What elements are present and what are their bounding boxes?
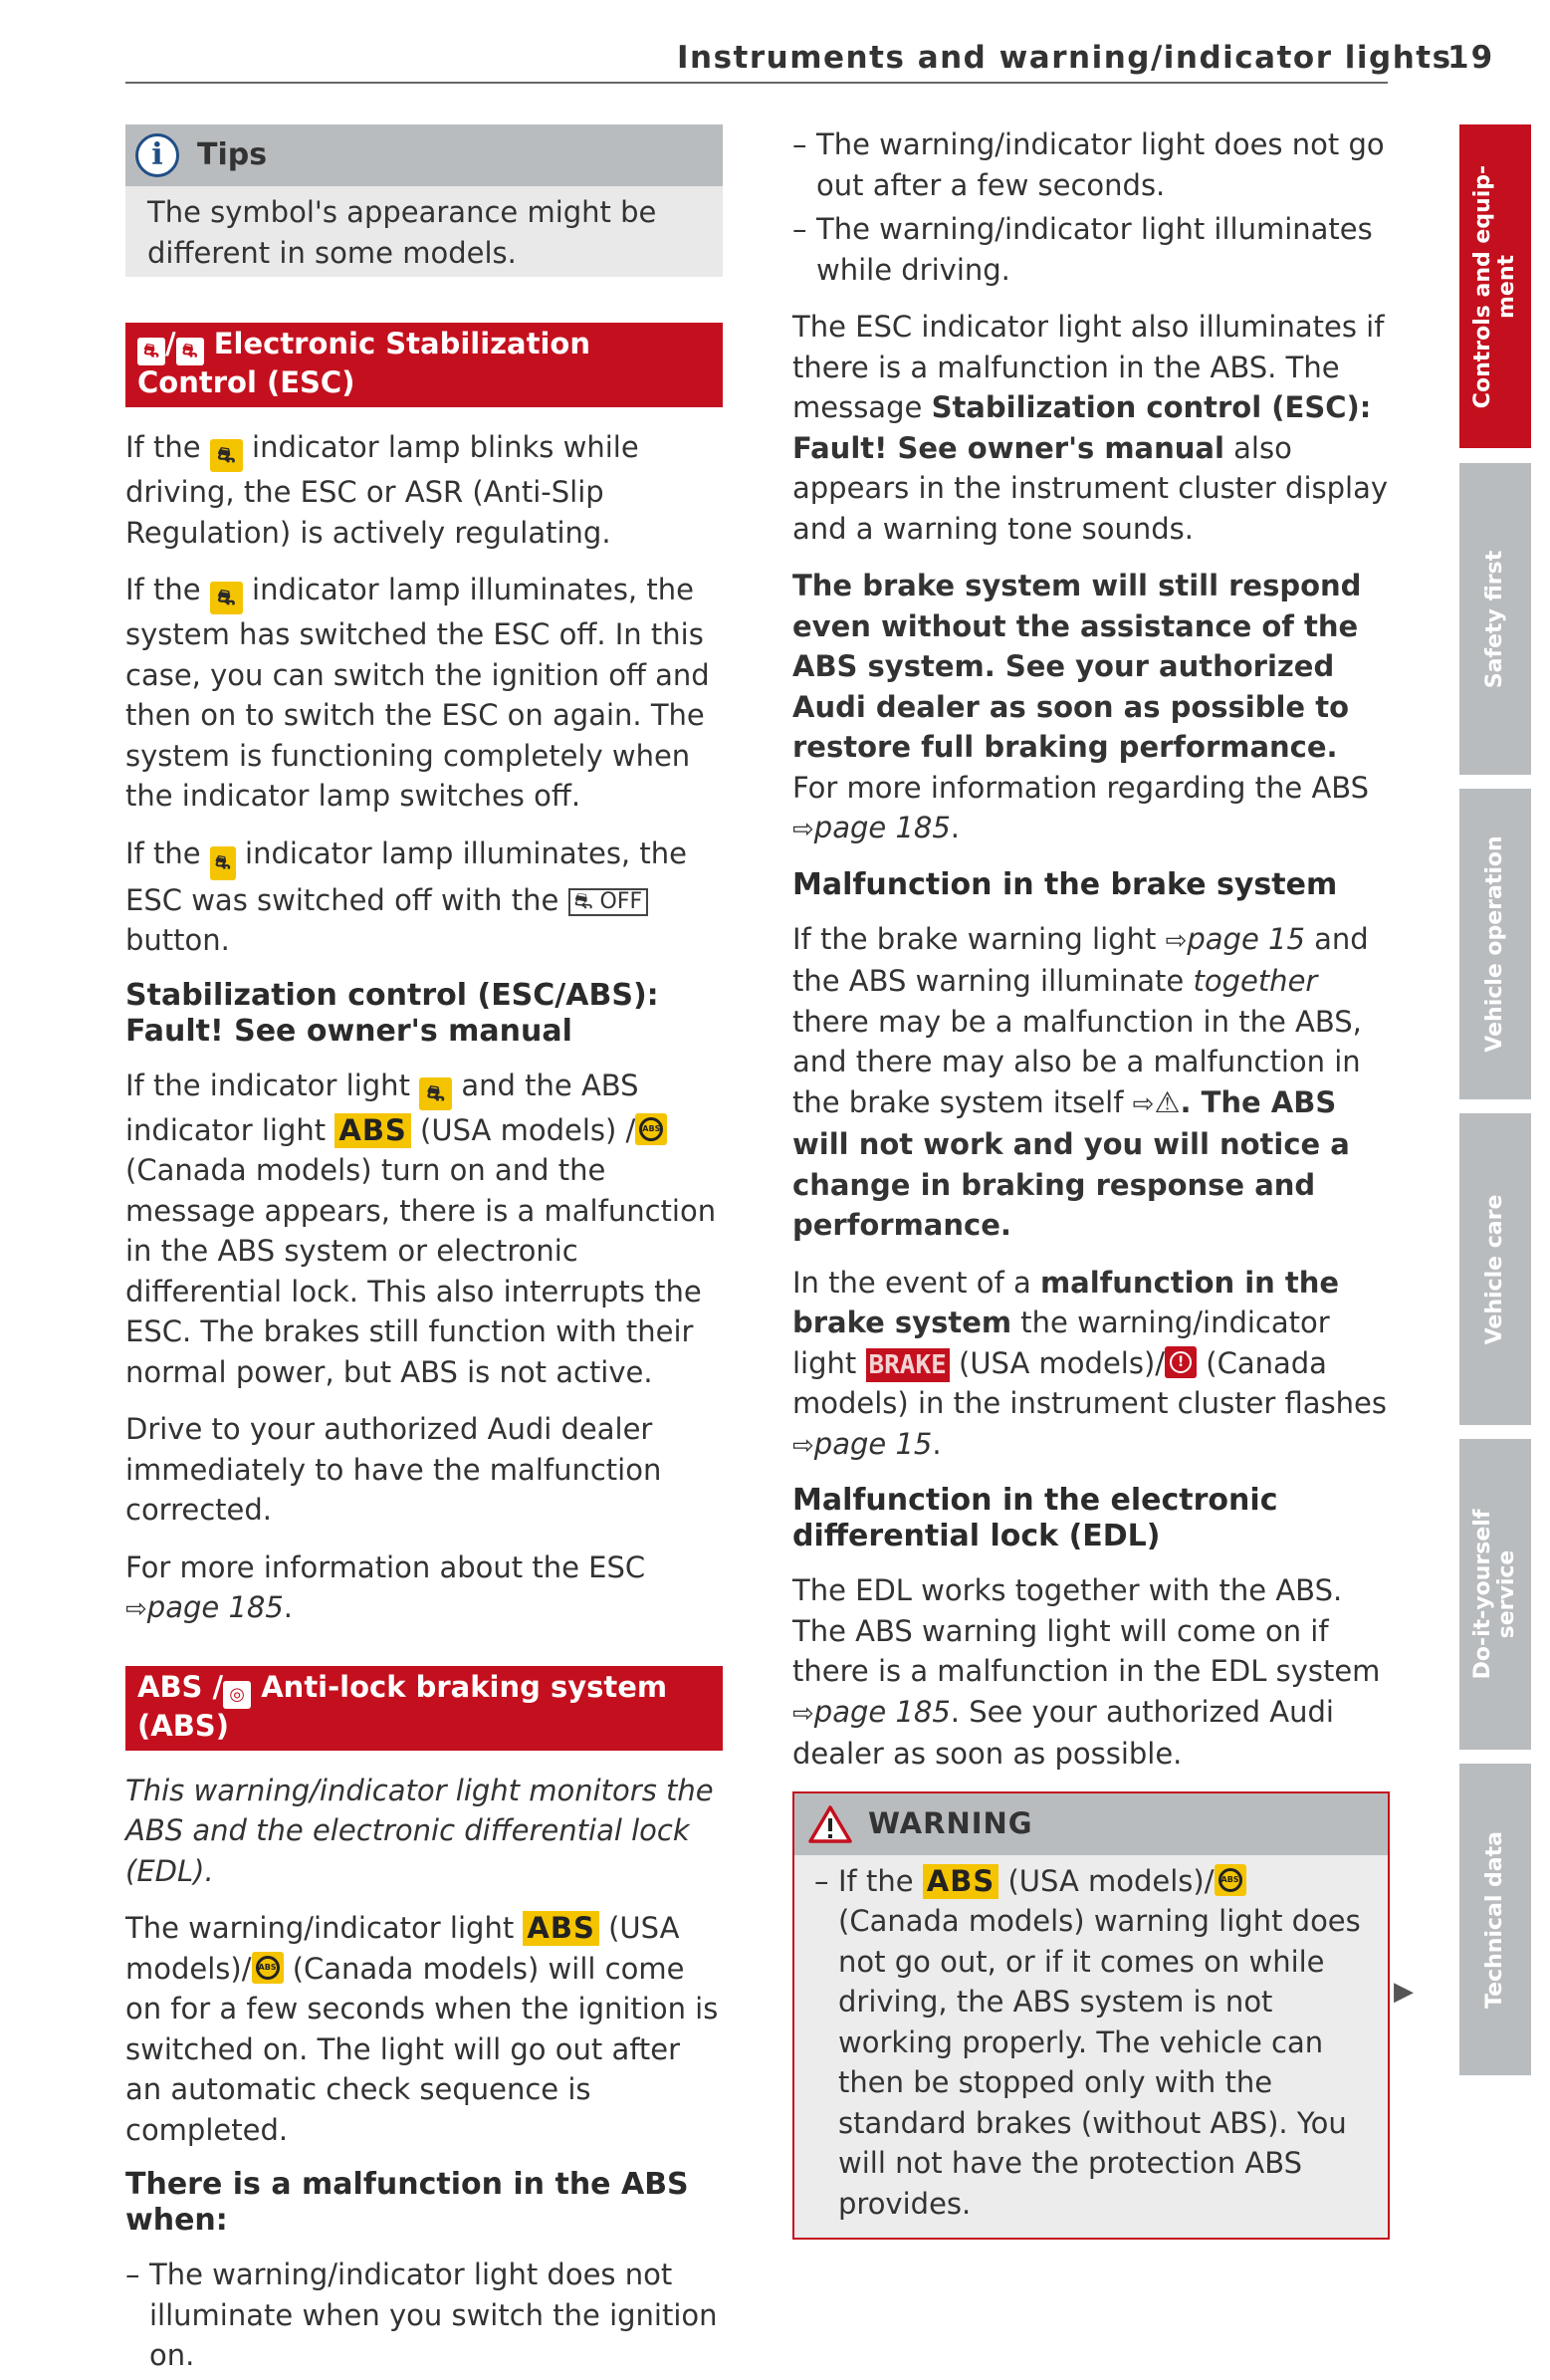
info-icon: i: [135, 133, 179, 177]
list-item: – The warning/indicator light does not go out after a few seconds.: [792, 124, 1390, 205]
warning-title: WARNING: [868, 1806, 1033, 1841]
esc-paragraph-3: [125, 833, 723, 961]
xref-arrow-icon: ⇨: [125, 1594, 147, 1624]
warning-triangle-icon: [808, 1804, 852, 1844]
text: If the indicator light: [125, 1068, 410, 1102]
esc-lamp-icon: ⛐: [210, 582, 243, 614]
esc-paragraph-1: [125, 427, 723, 553]
esc-lamp-icon: ⛐: [419, 1077, 452, 1110]
text: also appears in the instrument cluster display and a warning tone sounds.: [792, 430, 1389, 546]
text: The warning/indicator light: [125, 1911, 515, 1945]
abs-lamp: ABS: [923, 1864, 998, 1899]
esc-lamp-icon: ⛐: [210, 439, 243, 472]
text: (Canada models) in the instrument cluster flashes: [792, 1345, 1388, 1420]
text: If the: [125, 573, 201, 606]
bold-text: . The ABS will not work and you will notice a change in braking response and performance.: [792, 1084, 1350, 1242]
text: together: [1193, 964, 1318, 998]
tips-box: [125, 124, 723, 277]
abs-canada-icon: ABS: [252, 1952, 284, 1984]
text: button.: [125, 923, 230, 957]
text: (USA models)/: [1007, 1863, 1215, 1898]
brake-subhead: Malfunction in the brake system: [792, 866, 1338, 902]
abs-canada-icon: ABS: [635, 1113, 667, 1145]
brake-paragraph-1: [792, 919, 1390, 1246]
text: indicator lamp illuminates, the system has switched the ESC off. In this case, you can switch the ignition off and then on to switch the ESC on again. The system is functioning completely when the indicator lamp switches off.: [125, 573, 710, 813]
page-number: 19: [1447, 40, 1495, 76]
right-column: [792, 124, 1390, 2240]
tab-label: Vehicle operation: [1482, 835, 1507, 1053]
tab-controls-and-equipment[interactable]: [1459, 124, 1531, 448]
text: The EDL works together with the ABS. The ABS warning light will come on if there is a malfunction in the EDL system: [792, 1573, 1381, 1688]
tab-label: Controls and equip-: [1470, 164, 1495, 408]
brake-lamp: BRAKE: [866, 1348, 950, 1382]
tab-label: Technical data: [1482, 1830, 1507, 2009]
esc-off-button-icon: ⛐ OFF: [568, 888, 649, 916]
warning-item: [814, 1861, 1370, 2225]
abs-paragraph-1: [125, 1908, 723, 2150]
bold-text: malfunction in the brake system: [792, 1265, 1340, 1339]
text: there may be a malfunction in the ABS, and there may also be a malfunction in the brake system itself: [792, 1004, 1362, 1119]
xref-arrow-icon: ⇨: [1132, 1088, 1155, 1119]
abs-section-heading: [125, 1666, 723, 1751]
esc-abs-fault-subhead: Stabilization control (ESC/ABS): Fault! See owner's manual: [125, 977, 659, 1049]
bold-text: The brake system will still respond even without the assistance of the ABS system. See your authorized Audi dealer as soon as possible to restore full braking performance.: [792, 569, 1362, 764]
left-column: [125, 124, 723, 2380]
text: indicator lamp blinks while driving, the ESC or ASR (Anti-Slip Regulation) is actively regulating.: [125, 430, 639, 550]
abs-malfunction-list: [792, 124, 1390, 290]
tab-vehicle-care[interactable]: [1459, 1113, 1531, 1425]
esc-paragraph-6: [125, 1547, 723, 1630]
warning-ref-icon[interactable]: ⚠: [1154, 1084, 1181, 1119]
text: .: [932, 1426, 942, 1461]
esc-off-icon: ⛐: [176, 338, 204, 365]
tab-label: ment: [1494, 254, 1519, 319]
text: In the event of a: [792, 1265, 1031, 1300]
message-text: Stabilization control (ESC): Fault! See owner's manual: [792, 390, 1372, 465]
xref-arrow-icon: ⇨: [1165, 925, 1188, 956]
text: . See your authorized Audi dealer as soon as possible.: [792, 1694, 1334, 1771]
abs-malfunction-subhead: There is a malfunction in the ABS when:: [125, 2167, 689, 2238]
edl-paragraph-1: [792, 1570, 1390, 1775]
tab-label: service: [1494, 1549, 1519, 1639]
text: .: [283, 1590, 294, 1624]
warning-body: [794, 1855, 1388, 2239]
text: indicator lamp illuminates, the ESC was switched off with the: [125, 835, 687, 917]
text: and the ABS indicator light: [125, 1068, 639, 1147]
warning-box: [792, 1791, 1390, 2241]
esc-section-heading: ⛐ / ⛐ Electronic Stabilization Control (ESC): [125, 323, 723, 407]
text: If the: [838, 1863, 914, 1898]
tab-vehicle-operation[interactable]: [1459, 789, 1531, 1099]
text: (USA models) /: [420, 1112, 636, 1147]
text: (USA models)/: [959, 1345, 1166, 1380]
tab-safety-first[interactable]: [1459, 463, 1531, 775]
text: The ESC indicator light also illuminates if there is a malfunction in the ABS. The message: [792, 310, 1385, 424]
warning-header: [794, 1793, 1388, 1855]
xref-arrow-icon: ⇨: [792, 815, 814, 844]
page-ref-link[interactable]: page 15: [1187, 921, 1305, 956]
xref-arrow-icon: ⇨: [792, 1698, 814, 1729]
page-ref-link[interactable]: page 185: [146, 1590, 284, 1624]
brake-paragraph-2: [792, 1263, 1390, 1467]
xref-arrow-icon: ⇨: [792, 1430, 814, 1461]
text: For more information regarding the ABS: [792, 770, 1370, 805]
text: For more information about the ESC: [125, 1549, 646, 1584]
abs-lamp: ABS: [334, 1113, 410, 1148]
tips-text: The symbol's appearance might be different in some models.: [147, 195, 657, 270]
list-item: – The warning/indicator light illuminates while driving.: [792, 209, 1390, 290]
tab-label: Vehicle care: [1482, 1194, 1507, 1344]
text: the warning/indicator light: [792, 1306, 1330, 1380]
abs-paragraph-2: [792, 307, 1390, 549]
esc-paragraph-5: Drive to your authorized Audi dealer immediately to have the malfunction corrected.: [125, 1412, 662, 1527]
tab-technical-data[interactable]: [1459, 1764, 1531, 2075]
esc-icon: ⛐: [137, 338, 165, 365]
text: (Canada models) will come on for a few seconds when the ignition is switched on. The light will go out after an automatic check sequence is completed.: [125, 1951, 719, 2147]
tips-title: Tips: [197, 136, 268, 172]
text: If the brake warning light: [792, 921, 1157, 956]
text: (Canada models) warning light does not go out, or if it comes on while driving, the ABS system is not working properly. The vehicle can then be stopped only with the standard brakes (without ABS). You will not have the protection ABS provides.: [838, 1904, 1361, 2221]
abs-canada-icon: ABS: [1215, 1864, 1246, 1896]
brake-canada-icon: !: [1165, 1346, 1197, 1378]
text: If the: [125, 835, 201, 870]
esc-heading-text: Electronic Stabilization Control (ESC): [137, 327, 590, 399]
tab-do-it-yourself-service[interactable]: [1459, 1439, 1531, 1750]
text: .: [950, 811, 961, 844]
page-ref-link[interactable]: page 185: [813, 811, 951, 844]
esc-paragraph-4: [125, 1066, 723, 1393]
header-title: Instruments and warning/indicator lights: [677, 40, 1452, 76]
text: and the ABS warning illuminate: [792, 921, 1369, 998]
esc-off-lamp-icon: ⛐: [210, 846, 236, 880]
page-ref-link[interactable]: page 15: [813, 1426, 933, 1461]
text: If the: [125, 430, 201, 464]
tab-label: Do-it-yourself: [1470, 1509, 1495, 1680]
abs-lamp: ABS: [523, 1911, 598, 1946]
abs-heading-a: ABS /: [137, 1669, 224, 1704]
continue-arrow-icon: ▶: [1394, 1977, 1414, 2007]
off-label: OFF: [599, 888, 643, 914]
edl-subhead: Malfunction in the electronic differential lock (EDL): [792, 1483, 1278, 1553]
esc-paragraph-2: [125, 570, 723, 817]
page-ref-link[interactable]: page 185: [813, 1694, 951, 1729]
abs-heading-icon: ◎: [223, 1681, 251, 1709]
list-item: – The warning/indicator light does not illuminate when you switch the ignition on.: [125, 2255, 723, 2376]
tab-label: Safety first: [1482, 550, 1507, 688]
abs-intro: This warning/indicator light monitors the ABS and the electronic differential lock (EDL).: [125, 1773, 714, 1888]
abs-paragraph-3: [792, 566, 1390, 850]
text: (Canada models) turn on and the message appears, there is a malfunction in the ABS system or electronic differential lock. This also interrupts the ESC. The brakes still function with their normal power, but ABS is not active.: [125, 1153, 717, 1389]
abs-heading-b: Anti-lock braking system (ABS): [137, 1669, 668, 1743]
header-rule: [125, 82, 1388, 84]
text: (USA models)/: [125, 1911, 680, 1986]
tips-header: [125, 124, 723, 186]
